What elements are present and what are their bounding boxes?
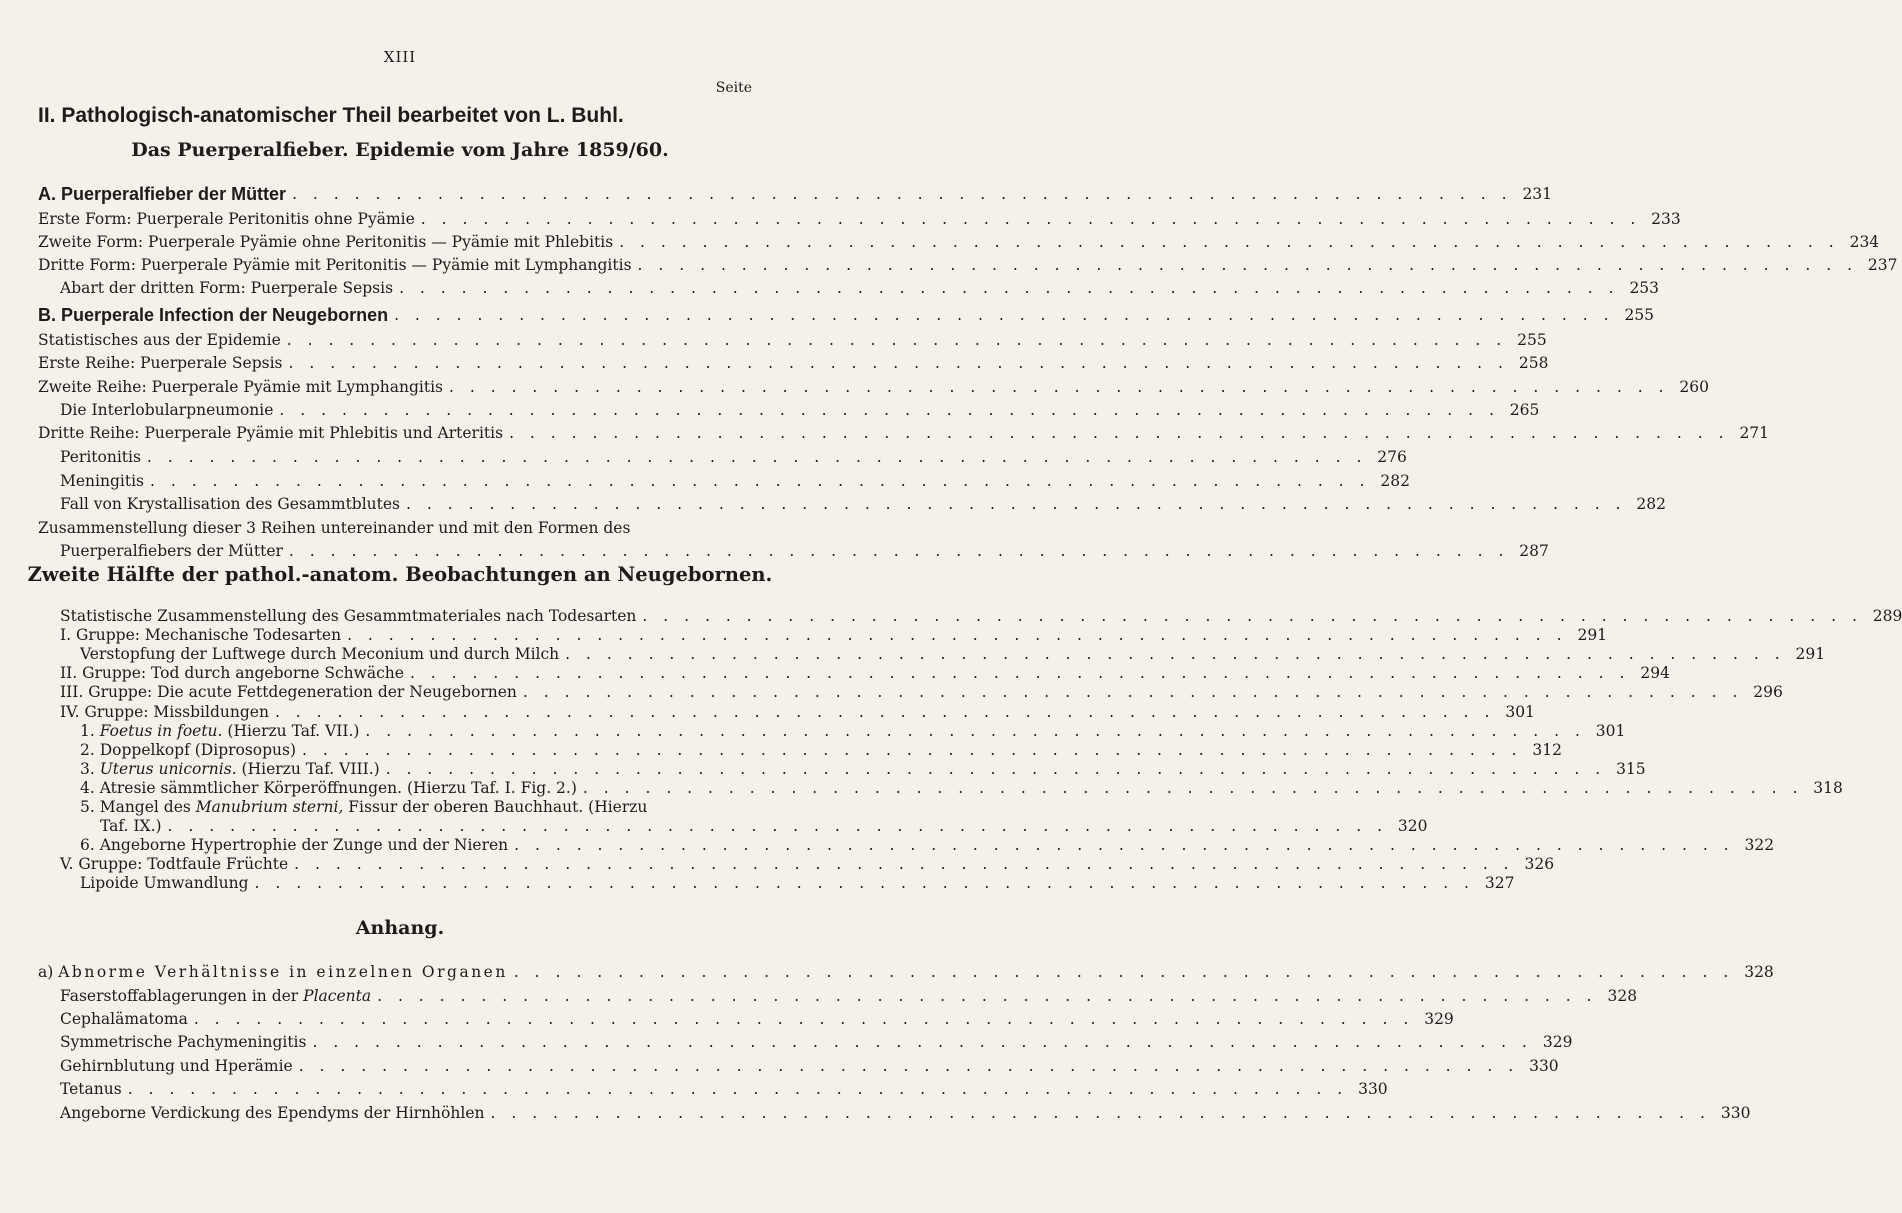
leader-dots: . . . . . . . . . . . . . . . . . . . . . . . . . . . . . . . . . . . . . . . . . . . . . . . . . . . . . . . . . . . [254,874,1475,892]
leader-dots: . . . . . . . . . . . . . . . . . . . . . . . . . . . . . . . . . . . . . . . . . . . . . . . . . . . . . . . . . . . [302,741,1523,759]
entry-page-number: 255 [1624,306,1655,324]
leader-dots: . . . . . . . . . . . . . . . . . . . . . . . . . . . . . . . . . . . . . . . . . . . . . . . . . . . . . . . . . . . [409,664,1630,682]
entry-title: Cephalämatoma [60,1010,188,1028]
toc-entry [60,606,1902,626]
entry-title: Zweite Form: Puerperale Pyämie ohne Peritonitis — Pyämie mit Phlebitis [38,233,614,251]
entry-title: 1. Foetus in foetu. (Hierzu Taf. VII.) [80,722,360,740]
toc-entry [60,1079,1388,1099]
entry-page-number: 327 [1484,874,1515,892]
entry-title: Zusammenstellung dieser 3 Reihen untereinander und mit den Formen des [38,519,631,537]
toc-entry [60,447,1407,467]
toc-entry [80,740,1563,760]
leader-dots: . . . . . . . . . . . . . . . . . . . . . . . . . . . . . . . . . . . . . . . . . . . . . . . . . . . . . . . . . . . [274,703,1495,721]
entry-page-number: 234 [1849,233,1880,251]
entry-title: Peritonitis [60,448,141,466]
toc-entry [60,625,1608,645]
entry-page-number: 328 [1744,963,1774,981]
entry-page-number: 253 [1629,279,1660,297]
toc-entry [60,682,1783,702]
entry-page-number: 282 [1380,472,1410,490]
entry-title: Statistische Zusammenstellung des Gesammtmateriales nach Todesarten [60,607,637,625]
entry-title: Puerperalfiebers der Mütter [60,542,283,560]
entry-page-number: 255 [1517,331,1547,349]
entry-page-number: 315 [1616,760,1646,778]
toc-entry [60,986,1638,1006]
entry-page-number: 237 [1867,256,1898,274]
entry-page-number: 330 [1358,1080,1388,1098]
toc-entry [80,644,1826,664]
leader-dots: . . . . . . . . . . . . . . . . . . . . . . . . . . . . . . . . . . . . . . . . . . . . . . . . . . . . . . . . . . . [279,401,1500,419]
leader-dots: . . . . . . . . . . . . . . . . . . . . . . . . . . . . . . . . . . . . . . . . . . . . . . . . . . . . . . . . . . . [513,963,1734,981]
entry-title: Statistisches aus der Epidemie [38,331,281,349]
leader-dots: . . . . . . . . . . . . . . . . . . . . . . . . . . . . . . . . . . . . . . . . . . . . . . . . . . . . . . . . . . . [399,279,1620,297]
entry-page-number: 276 [1377,448,1407,466]
leader-dots: . . . . . . . . . . . . . . . . . . . . . . . . . . . . . . . . . . . . . . . . . . . . . . . . . . . . . . . . . . . [365,722,1586,740]
toc-entry [60,541,1549,561]
toc-entry [60,400,1540,420]
entry-page-number: 312 [1532,741,1563,759]
subtitle: Das Puerperalfieber. Epidemie vom Jahre 1859/60. [131,139,669,161]
leader-dots: . . . . . . . . . . . . . . . . . . . . . . . . . . . . . . . . . . . . . . . . . . . . . . . . . . . . . . . . . . . [312,1033,1533,1051]
entry-page-number: 320 [1397,817,1428,835]
entry-page-number: 301 [1505,703,1535,721]
toc-entry [80,835,1775,855]
toc-entry [38,255,1898,275]
entry-title: Fall von Krystallisation des Gesammtblutes [60,495,401,513]
leader-dots: . . . . . . . . . . . . . . . . . . . . . . . . . . . . . . . . . . . . . . . . . . . . . . . . . . . . . . . . . . . [490,1104,1711,1122]
section-heading-b [38,305,1655,325]
leader-dots: . . . . . . . . . . . . . . . . . . . . . . . . . . . . . . . . . . . . . . . . . . . . . . . . . . . . . . . . . . . [347,626,1568,644]
leader-dots: . . . . . . . . . . . . . . . . . . . . . . . . . . . . . . . . . . . . . . . . . . . . . . . . . . . . . . . . . . . [394,306,1615,324]
entry-title: 2. Doppelkopf (Diprosopus) [80,741,297,759]
leader-dots: . . . . . . . . . . . . . . . . . . . . . . . . . . . . . . . . . . . . . . . . . . . . . . . . . . . . . . . . . . . [582,779,1803,797]
entry-title: a) Abnorme Verhältnisse in einzelnen Organen [38,963,508,981]
leader-dots: . . . . . . . . . . . . . . . . . . . . . . . . . . . . . . . . . . . . . . . . . . . . . . . . . . . . . . . . . . . [449,378,1669,396]
entry-page-number: 329 [1542,1033,1573,1051]
entry-page-number: 258 [1518,354,1549,372]
leader-dots: . . . . . . . . . . . . . . . . . . . . . . . . . . . . . . . . . . . . . . . . . . . . . . . . . . . . . . . . . . . [406,495,1626,513]
leader-dots: . . . . . . . . . . . . . . . . . . . . . . . . . . . . . . . . . . . . . . . . . . . . . . . . . . . . . . . . . . . [642,607,1863,625]
entry-page-number: 265 [1509,401,1540,419]
entry-title: Dritte Reihe: Puerperale Pyämie mit Phlebitis und Arteritis [38,424,504,442]
entry-title: 5. Mangel des Manubrium sterni, Fissur der oberen Bauchhaut. (Hierzu [80,798,648,816]
toc-entry [100,816,1428,836]
leader-dots: . . . . . . . . . . . . . . . . . . . . . . . . . . . . . . . . . . . . . . . . . . . . . . . . . . . . . . . . . . . [385,760,1606,778]
toc-entry [60,702,1535,722]
toc-entry [38,353,1549,373]
toc-entry [38,330,1547,350]
toc-entry [80,873,1515,893]
leader-dots: . . . . . . . . . . . . . . . . . . . . . . . . . . . . . . . . . . . . . . . . . . . . . . . . . . . . . . . . . . . [146,448,1367,466]
entry-title: Erste Form: Puerperale Peritonitis ohne Pyämie [38,210,415,228]
entry-title: Verstopfung der Luftwege durch Meconium und durch Milch [80,645,560,663]
leader-dots: . . . . . . . . . . . . . . . . . . . . . . . . . . . . . . . . . . . . . . . . . . . . . . . . . . . . . . . . . . . [286,331,1507,349]
section-heading-a [38,184,1553,204]
toc-entry [60,1103,1751,1123]
entry-title: 3. Uterus unicornis. (Hierzu Taf. VIII.) [80,760,380,778]
entry-page-number: 296 [1753,683,1783,701]
entry-title: Dritte Form: Puerperale Pyämie mit Peritonitis — Pyämie mit Lymphangitis [38,256,632,274]
entry-title: III. Gruppe: Die acute Fettdegeneration der Neugebornen [60,683,517,701]
toc-entry [38,377,1709,397]
toc-entry [60,854,1555,874]
toc-entry [38,962,1774,982]
entry-title: 6. Angeborne Hypertrophie der Zunge und der Nieren [80,836,509,854]
entry-page-number: 328 [1607,987,1638,1005]
entry-page-number: 326 [1524,855,1555,873]
toc-entry [38,209,1681,229]
entry-title: II. Gruppe: Tod durch angeborne Schwäche [60,664,404,682]
leader-dots: . . . . . . . . . . . . . . . . . . . . . . . . . . . . . . . . . . . . . . . . . . . . . . . . . . . . . . . . . . . [637,256,1858,274]
leader-dots: . . . . . . . . . . . . . . . . . . . . . . . . . . . . . . . . . . . . . . . . . . . . . . . . . . . . . . . . . . . [509,424,1730,442]
leader-dots: . . . . . . . . . . . . . . . . . . . . . . . . . . . . . . . . . . . . . . . . . . . . . . . . . . . . . . . . . . . [420,210,1641,228]
entry-title: Faserstoffablagerungen in der Placenta [60,987,372,1005]
entry-title: IV. Gruppe: Missbildungen [60,703,269,721]
toc-entry [60,471,1410,491]
entry-page-number: 330 [1720,1104,1751,1122]
toc-entry [60,1032,1573,1052]
toc-entry [60,1056,1559,1076]
entry-title: Gehirnblutung und Hperämie [60,1057,293,1075]
toc-entry [38,423,1770,443]
leader-dots: . . . . . . . . . . . . . . . . . . . . . . . . . . . . . . . . . . . . . . . . . . . . . . . . . . . . . . . . . . . [292,185,1513,203]
toc-entry [38,518,630,538]
toc-entry [80,759,1646,779]
leader-dots: . . . . . . . . . . . . . . . . . . . . . . . . . . . . . . . . . . . . . . . . . . . . . . . . . . . . . . . . . . . [150,472,1370,490]
part-title: II. Pathologisch-anatomischer Theil bearbeitet von L. Buhl. [38,104,624,127]
entry-title: B. Puerperale Infection der Neugebornen [38,305,389,325]
toc-entry [60,278,1660,298]
entry-title: I. Gruppe: Mechanische Todesarten [60,626,342,644]
entry-title: Angeborne Verdickung des Ependyms der Hirnhöhlen [60,1104,485,1122]
toc-entry [60,494,1666,514]
entry-title: Erste Reihe: Puerperale Sepsis [38,354,283,372]
leader-dots: . . . . . . . . . . . . . . . . . . . . . . . . . . . . . . . . . . . . . . . . . . . . . . . . . . . . . . . . . . . [522,683,1743,701]
leader-dots: . . . . . . . . . . . . . . . . . . . . . . . . . . . . . . . . . . . . . . . . . . . . . . . . . . . . . . . . . . . [288,354,1509,372]
entry-page-number: 301 [1595,722,1626,740]
entry-page-number: 322 [1744,836,1775,854]
entry-title: Zweite Reihe: Puerperale Pyämie mit Lymphangitis [38,378,444,396]
page-column-label: Seite [715,80,752,96]
entry-page-number: 287 [1519,542,1549,560]
leader-dots: . . . . . . . . . . . . . . . . . . . . . . . . . . . . . . . . . . . . . . . . . . . . . . . . . . . . . . . . . . . [193,1010,1414,1028]
toc-entry [60,1009,1454,1029]
entry-page-number: 289 [1872,607,1902,625]
entry-title: Symmetrische Pachymeningitis [60,1033,307,1051]
toc-entry [80,797,647,817]
leader-dots: . . . . . . . . . . . . . . . . . . . . . . . . . . . . . . . . . . . . . . . . . . . . . . . . . . . . . . . . . . . [565,645,1786,663]
entry-title: Lipoide Umwandlung [80,874,249,892]
leader-dots: . . . . . . . . . . . . . . . . . . . . . . . . . . . . . . . . . . . . . . . . . . . . . . . . . . . . . . . . . . . [288,542,1509,560]
entry-page-number: 291 [1577,626,1608,644]
entry-title: Tetanus [60,1080,122,1098]
entry-page-number: 282 [1636,495,1666,513]
entry-page-number: 294 [1640,664,1670,682]
entry-title: 4. Atresie sämmtlicher Körperöffnungen. (Hierzu Taf. I. Fig. 2.) [80,779,577,797]
entry-page-number: 233 [1651,210,1681,228]
leader-dots: . . . . . . . . . . . . . . . . . . . . . . . . . . . . . . . . . . . . . . . . . . . . . . . . . . . . . . . . . . . [167,817,1388,835]
entry-title: Meningitis [60,472,144,490]
appendix-title: Anhang. [355,917,445,939]
leader-dots: . . . . . . . . . . . . . . . . . . . . . . . . . . . . . . . . . . . . . . . . . . . . . . . . . . . . . . . . . . . [294,855,1515,873]
entry-title: A. Puerperalfieber der Mütter [38,184,287,204]
toc-entry [60,663,1670,683]
leader-dots: . . . . . . . . . . . . . . . . . . . . . . . . . . . . . . . . . . . . . . . . . . . . . . . . . . . . . . . . . . . [514,836,1735,854]
entry-page-number: 260 [1679,378,1709,396]
leader-dots: . . . . . . . . . . . . . . . . . . . . . . . . . . . . . . . . . . . . . . . . . . . . . . . . . . . . . . . . . . . [619,233,1840,251]
entry-title: Taf. IX.) [100,817,162,835]
page-number: XIII [383,48,417,66]
entry-page-number: 291 [1795,645,1826,663]
entry-title: V. Gruppe: Todtfaule Früchte [60,855,289,873]
toc-entry [38,232,1880,252]
entry-page-number: 329 [1424,1010,1454,1028]
toc-entry [80,778,1843,798]
entry-title: Abart der dritten Form: Puerperale Sepsis [60,279,394,297]
leader-dots: . . . . . . . . . . . . . . . . . . . . . . . . . . . . . . . . . . . . . . . . . . . . . . . . . . . . . . . . . . . [377,987,1598,1005]
toc-entry [80,721,1626,741]
entry-page-number: 271 [1739,424,1770,442]
leader-dots: . . . . . . . . . . . . . . . . . . . . . . . . . . . . . . . . . . . . . . . . . . . . . . . . . . . . . . . . . . . [127,1080,1348,1098]
entry-page-number: 318 [1813,779,1843,797]
entry-page-number: 330 [1529,1057,1559,1075]
entry-title: Die Interlobularpneumonie [60,401,274,419]
leader-dots: . . . . . . . . . . . . . . . . . . . . . . . . . . . . . . . . . . . . . . . . . . . . . . . . . . . . . . . . . . . [298,1057,1519,1075]
second-half-title: Zweite Hälfte der pathol.-anatom. Beobachtungen an Neugebornen. [27,563,773,586]
entry-page-number: 231 [1522,185,1553,203]
